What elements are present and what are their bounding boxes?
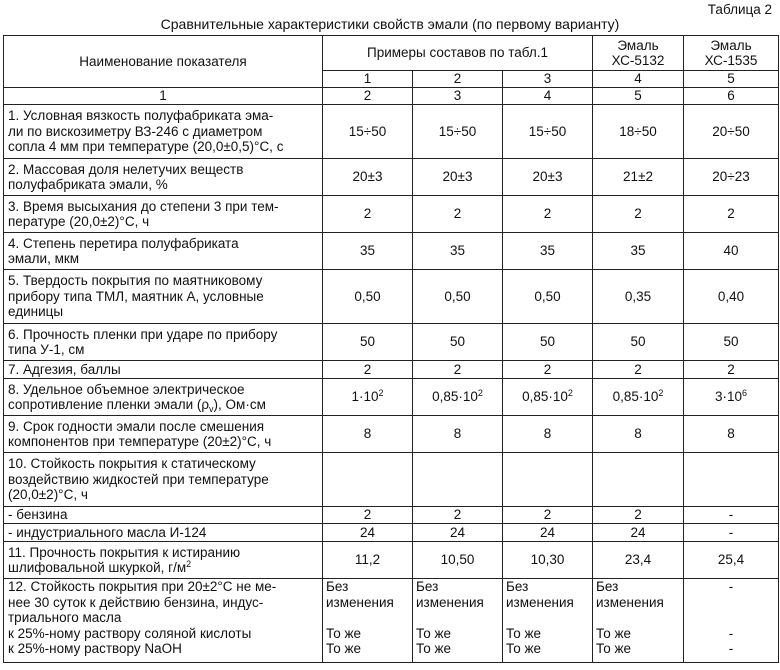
value-cell: 20±3	[323, 159, 413, 196]
value-cell: 8	[413, 416, 503, 453]
header-examples: Примеры составов по табл.1	[323, 36, 593, 71]
table-row	[4, 270, 779, 324]
value-cell: 8	[323, 416, 413, 453]
value-cell: -	[684, 524, 779, 542]
table-row	[4, 416, 779, 453]
table-row	[4, 453, 779, 507]
value-cell: 2	[413, 507, 503, 524]
header-enamel-1535: Эмаль ХС-1535	[684, 36, 779, 71]
value-cell: 10,50	[413, 542, 503, 579]
value-cell: 2	[413, 361, 503, 379]
table-row	[4, 542, 779, 579]
value-cell: 0,35	[593, 270, 684, 324]
indicator-cell: 8. Удельное объемное электрическое сопротивление пленки эмали $(\rho_v)$, Ом·см	[4, 379, 323, 416]
value-cell: $0,85\cdot 10^2$	[413, 379, 503, 416]
value-cell	[593, 453, 684, 507]
value-cell: 2	[593, 507, 684, 524]
value-cell: 23,4	[593, 542, 684, 579]
indicator-cell: 11. Прочность покрытия к истиранию шлифовальной шкуркой, $г/м^2$	[4, 542, 323, 579]
value-cell: 35	[323, 233, 413, 270]
value-cell: 10,30	[503, 542, 593, 579]
value-cell: 2	[593, 361, 684, 379]
value-cell: 0,50	[413, 270, 503, 324]
table-row	[4, 324, 779, 361]
value-cell	[503, 453, 593, 507]
value-cell: 20÷50	[684, 105, 779, 159]
value-cell: 2	[503, 507, 593, 524]
value-cell: 20±3	[413, 159, 503, 196]
value-cell: 35	[413, 233, 503, 270]
value-cell: 50	[684, 324, 779, 361]
value-cell: 20±3	[503, 159, 593, 196]
value-cell: 15÷50	[323, 105, 413, 159]
value-cell: 2	[323, 507, 413, 524]
sub-number: 1	[323, 71, 413, 88]
value-cell: 2	[503, 361, 593, 379]
indicator-cell: 1. Условная вязкость полуфабриката эма- ли по вискозиметру ВЗ-246 с диаметром сопла 4 мм при температуре (20,0±0,5)°С, с	[4, 105, 323, 159]
value-cell: 24	[413, 524, 503, 542]
indicator-cell: 9. Срок годности эмали после смешения компонентов при температуре (20±2)°С, ч	[4, 416, 323, 453]
column-number: 5	[593, 88, 684, 105]
value-cell: - - -	[684, 579, 779, 663]
value-cell: $1\cdot 10^2$	[323, 379, 413, 416]
value-cell: 40	[684, 233, 779, 270]
value-cell: 2	[503, 196, 593, 233]
indicator-cell: 5. Твердость покрытия по маятниковому прибору типа ТМЛ, маятник А, условные единицы	[4, 270, 323, 324]
value-cell: $3\cdot 10^6$	[684, 379, 779, 416]
value-cell: 0,50	[503, 270, 593, 324]
indicator-cell: 12. Стойкость покрытия при 20±2°С не ме- нее 30 суток к действию бензина, индус- триального масла к 25%-ному раствору соляной кислоты к 25%-ному раствору NaOH	[4, 579, 323, 663]
value-cell: 20÷23	[684, 159, 779, 196]
table-row	[4, 507, 779, 524]
value-cell: 2	[323, 196, 413, 233]
value-cell: 2	[593, 196, 684, 233]
table-row	[4, 524, 779, 542]
value-cell: 8	[684, 416, 779, 453]
indicator-cell: 10. Стойкость покрытия к статическому воздействию жидкостей при температуре (20,0±2)°С, ч	[4, 453, 323, 507]
column-number: 2	[323, 88, 413, 105]
value-cell: 50	[413, 324, 503, 361]
value-cell: 15÷50	[413, 105, 503, 159]
table-caption: Сравнительные характеристики свойств эмали (по первому варианту)	[160, 16, 620, 32]
column-number-row	[4, 88, 779, 105]
table-row	[4, 233, 779, 270]
comparison-table	[3, 35, 779, 663]
value-cell: 0,50	[323, 270, 413, 324]
value-cell: Без изменения То же То же	[413, 579, 503, 663]
value-cell: 8	[593, 416, 684, 453]
header-row	[4, 36, 779, 71]
value-cell: 15÷50	[503, 105, 593, 159]
value-cell: 2	[323, 361, 413, 379]
table-row	[4, 196, 779, 233]
indicator-cell: 3. Время высыхания до степени 3 при тем- пературе (20,0±2)°С, ч	[4, 196, 323, 233]
value-cell: 21±2	[593, 159, 684, 196]
header-enamel-5132: Эмаль ХС-5132	[593, 36, 684, 71]
value-cell: 50	[503, 324, 593, 361]
value-cell: 2	[684, 361, 779, 379]
value-cell: 8	[503, 416, 593, 453]
value-cell: 24	[503, 524, 593, 542]
value-cell: 35	[503, 233, 593, 270]
column-number: 3	[413, 88, 503, 105]
indicator-cell: 4. Степень перетира полуфабриката эмали, мкм	[4, 233, 323, 270]
value-cell: 2	[413, 196, 503, 233]
table-row	[4, 379, 779, 416]
table-row	[4, 361, 779, 379]
value-cell: 24	[593, 524, 684, 542]
value-cell: 0,40	[684, 270, 779, 324]
header-indicator: Наименование показателя	[4, 36, 323, 88]
indicator-cell: - индустриального масла И-124	[4, 524, 323, 542]
value-cell: 25,4	[684, 542, 779, 579]
value-cell: 50	[593, 324, 684, 361]
value-cell: Без изменения То же То же	[323, 579, 413, 663]
indicator-cell: 7. Адгезия, баллы	[4, 361, 323, 379]
value-cell: 50	[323, 324, 413, 361]
value-cell: Без изменения То же То же	[503, 579, 593, 663]
value-cell: 35	[593, 233, 684, 270]
sub-number: 5	[684, 71, 779, 88]
value-cell: $0,85\cdot 10^2$	[503, 379, 593, 416]
table-number: Таблица 2	[707, 2, 772, 17]
value-cell: Без изменения То же То же	[593, 579, 684, 663]
value-cell: $0,85\cdot 10^2$	[593, 379, 684, 416]
table-row	[4, 579, 779, 663]
value-cell	[684, 453, 779, 507]
indicator-cell: 6. Прочность пленки при ударе по прибору типа У-1, см	[4, 324, 323, 361]
sub-number: 3	[503, 71, 593, 88]
sub-number: 2	[413, 71, 503, 88]
value-cell: 11,2	[323, 542, 413, 579]
sub-number: 4	[593, 71, 684, 88]
table-row	[4, 159, 779, 196]
value-cell	[413, 453, 503, 507]
value-cell: 18÷50	[593, 105, 684, 159]
indicator-cell: - бензина	[4, 507, 323, 524]
value-cell: -	[684, 507, 779, 524]
indicator-cell: 2. Массовая доля нелетучих веществ полуфабриката эмали, %	[4, 159, 323, 196]
value-cell: 24	[323, 524, 413, 542]
value-cell: 2	[684, 196, 779, 233]
table-row	[4, 105, 779, 159]
column-number: 6	[684, 88, 779, 105]
value-cell	[323, 453, 413, 507]
column-number: 1	[4, 88, 323, 105]
column-number: 4	[503, 88, 593, 105]
